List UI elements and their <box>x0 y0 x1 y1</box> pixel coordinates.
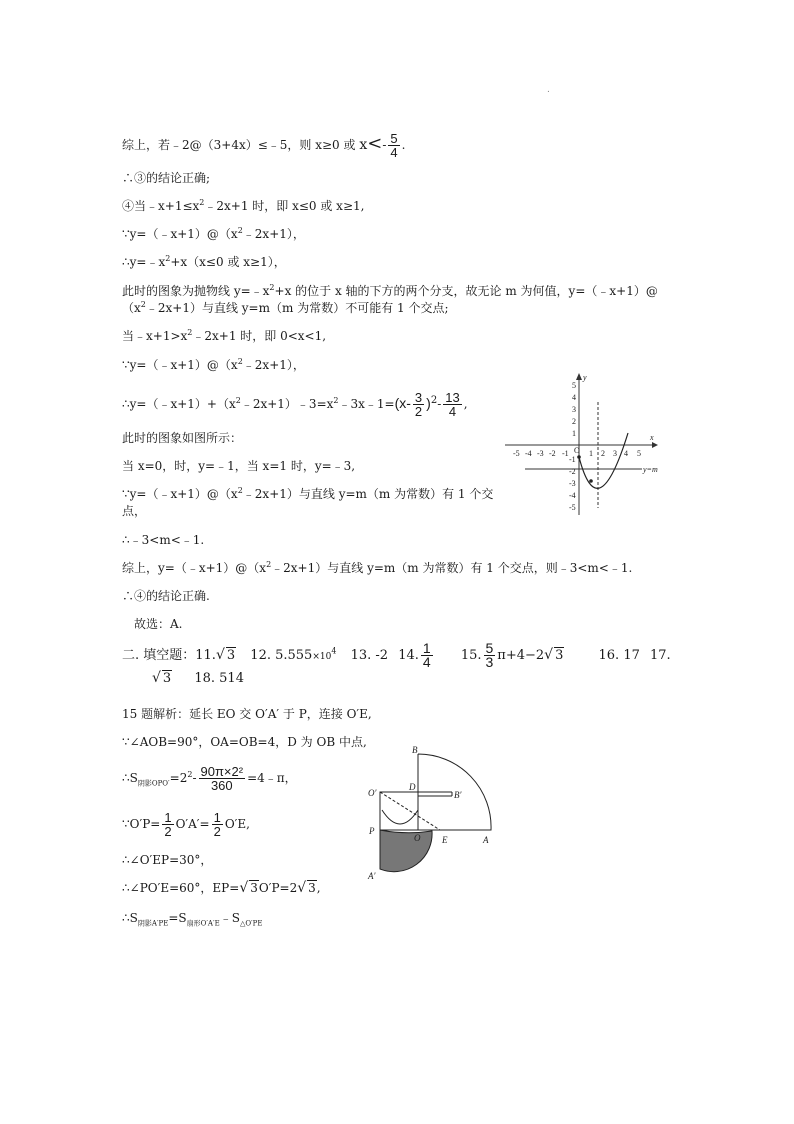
exponent: 2 <box>237 226 243 235</box>
text: 二. 填空题：11. <box>122 648 216 663</box>
endpoint-0 <box>577 455 581 459</box>
text: , <box>463 397 468 411</box>
parabola-curve <box>579 433 628 488</box>
line-q15-shade <box>122 910 262 926</box>
line-q15-area <box>122 764 297 792</box>
text: =2 <box>169 771 188 785</box>
text: 17. <box>650 648 671 663</box>
line-case-4 <box>122 198 364 214</box>
fraction <box>162 811 173 838</box>
fraction <box>388 132 399 159</box>
text: =4﹣π， <box>247 771 297 785</box>
text: < <box>367 133 383 154</box>
subscript: 阴影OPO′ <box>137 779 170 788</box>
parabola-graph <box>500 370 660 520</box>
line-graph-desc <box>122 283 658 299</box>
y-tick-label: 1 <box>572 429 576 438</box>
line-because-1 <box>122 226 305 242</box>
numerator: 3 <box>414 390 423 405</box>
text: 12. 5.555 <box>250 648 313 663</box>
exponent: 2 <box>237 486 243 495</box>
label-b-prime: B′ <box>454 790 462 800</box>
exponent: 2 <box>187 770 193 779</box>
endpoint-1 <box>589 479 593 483</box>
numerator: 90π×2² <box>200 764 244 779</box>
line-summary-4 <box>122 560 632 576</box>
label-d: D <box>409 782 416 792</box>
denominator: 4 <box>390 145 398 160</box>
sqrt-sign: √ <box>152 670 161 686</box>
x-axis-arrow <box>652 442 658 448</box>
y-tick-label: -1 <box>569 455 576 464</box>
exponent: 4 <box>331 646 337 656</box>
text: , <box>316 881 321 895</box>
denominator: 2 <box>414 404 423 419</box>
text: ∴∠PO′E=60°，EP= <box>122 881 240 895</box>
exponent: 2 <box>430 395 438 406</box>
y-tick-label: -4 <box>569 491 576 500</box>
y-axis-label: y <box>583 373 587 382</box>
y-tick-label: 3 <box>572 405 576 414</box>
y-tick-label: -5 <box>569 503 576 512</box>
text: 当﹣x+1>x <box>122 329 188 343</box>
shaded-region <box>380 830 432 872</box>
denominator: 360 <box>210 778 233 793</box>
line-fill-answers <box>122 640 671 672</box>
text: ∴y=（﹣x+1）+（x <box>122 397 236 411</box>
y-tick-label: 2 <box>572 417 576 426</box>
exponent: 2 <box>199 198 205 207</box>
sqrt-radicand: 3 <box>555 648 564 663</box>
label-a: A <box>483 835 489 845</box>
fraction <box>443 391 461 418</box>
denominator: 4 <box>448 404 457 419</box>
text: ×10 <box>312 652 332 662</box>
x-tick-label: -4 <box>525 449 532 458</box>
text: (x- <box>394 395 411 411</box>
text: +x 的位于 x 轴的下方的两个分支，故无论 m 为何值，y=（﹣x+1）@ <box>274 284 658 298</box>
origin-label: O <box>574 446 580 455</box>
line-q15-ep <box>122 880 321 896</box>
line-case-else <box>122 328 326 344</box>
text: 综上，若﹣2@（3+4x）≤﹣5，则 x≥0 或 <box>122 138 356 152</box>
fraction <box>484 642 496 669</box>
line-o-prime-e-dashed <box>380 792 440 830</box>
label-o: O <box>414 833 421 843</box>
exponent: 2 <box>187 328 193 337</box>
text: x <box>359 137 368 153</box>
text: ﹣2x+1 时，即 0<x<1, <box>192 329 327 343</box>
text: ﹣2x+1 时，即 x≤0 或 x≥1, <box>204 199 365 213</box>
denominator: 3 <box>485 654 494 670</box>
label-b: B <box>412 745 418 755</box>
sqrt-sign: √ <box>215 647 225 663</box>
sqrt-sign: √ <box>239 880 249 896</box>
numerator: 1 <box>213 810 221 825</box>
numerator: 1 <box>422 640 431 656</box>
text: - <box>192 771 197 785</box>
line-graph-shown: 此时的图象如图所示： <box>122 431 243 445</box>
sector-figure <box>360 740 510 885</box>
text: 16. 17 <box>598 648 640 663</box>
line-values: 当 x=0，时，y=﹣1，当 x=1 时，y=﹣3, <box>122 459 356 473</box>
denominator: 2 <box>213 824 221 839</box>
fraction <box>421 642 433 669</box>
line-summary-3 <box>122 132 405 159</box>
text: ) <box>426 395 431 411</box>
denominator: 2 <box>164 824 172 839</box>
line-graph-desc-2 <box>122 300 449 316</box>
text: O′A′= <box>175 817 210 831</box>
fraction <box>413 391 424 418</box>
text: ∵y=（﹣x+1）@（x <box>122 227 238 241</box>
y-axis-arrow <box>576 373 582 380</box>
y-tick-label: 5 <box>572 381 576 390</box>
exponent: 2 <box>165 254 171 263</box>
label-o-prime: O′ <box>368 788 377 798</box>
text: O′E, <box>224 817 250 831</box>
denominator: 4 <box>422 654 431 670</box>
sqrt-radicand: 3 <box>250 881 258 895</box>
arc-small <box>382 810 418 824</box>
x-tick-label: -1 <box>562 449 569 458</box>
exponent: 2 <box>266 560 272 569</box>
line-therefore-1 <box>122 254 286 270</box>
text: ﹣2x+1）与直线 y=m（m 为常数）不可能有 1 个交点; <box>145 301 449 315</box>
text: ∴S <box>122 911 138 925</box>
numerator: 5 <box>390 131 398 146</box>
text: =S <box>168 911 187 925</box>
exponent: 2 <box>333 396 339 405</box>
text: ﹣2x+1）与直线 y=m（m 为常数）有 1 个交点，则﹣3<m<﹣1. <box>271 561 633 575</box>
x-axis-label: x <box>650 433 654 442</box>
x-tick-label: -3 <box>537 449 544 458</box>
line-q15-half <box>122 810 250 838</box>
line-because-3b: 点， <box>122 504 147 518</box>
numerator: 1 <box>164 810 172 825</box>
text: ﹣2x+1）， <box>242 358 305 372</box>
text: ∵y=（﹣x+1）@（x <box>122 487 238 501</box>
line-label: y=m <box>643 465 658 474</box>
x-tick-label: -5 <box>513 449 520 458</box>
text: ∴S <box>122 771 138 785</box>
text: ④当﹣x+1≤x <box>122 199 200 213</box>
text: ∵y=（﹣x+1）@（x <box>122 358 238 372</box>
text: ∴y=﹣x <box>122 255 166 269</box>
text: 此时的图象为抛物线 y=﹣x <box>122 284 270 298</box>
line-because-3 <box>122 486 493 502</box>
text: ﹣3x﹣1= <box>338 397 395 411</box>
line-conclusion-3: ∴③的结论正确; <box>122 171 211 185</box>
text: ﹣2x+1）与直线 y=m（m 为常数）有 1 个交 <box>242 487 494 501</box>
y-tick-label: -2 <box>569 467 576 476</box>
x-tick-label: 5 <box>637 449 641 458</box>
text: . <box>401 138 406 152</box>
subscript: 扇形O′A′E <box>186 919 220 928</box>
numerator: 5 <box>485 640 494 656</box>
text: π+4−2 <box>497 648 545 663</box>
sqrt-radicand: 3 <box>162 671 172 686</box>
line-q15-solution: 15 题解析：延长 EO 交 O′A′ 于 P，连接 O′E, <box>122 707 372 721</box>
text: O′P=2 <box>258 881 298 895</box>
line-q15-angle: ∴∠O′EP=30°， <box>122 853 213 867</box>
subscript: 阴影A′PE <box>137 919 169 928</box>
text: 15. <box>460 648 482 663</box>
x-tick-label: -2 <box>549 449 556 458</box>
sqrt-radicand: 3 <box>308 881 316 895</box>
sqrt-sign: √ <box>544 647 554 663</box>
exponent: 2 <box>140 300 146 309</box>
x-tick-label: 1 <box>589 449 593 458</box>
line-conclusion-4: ∴④的结论正确. <box>122 589 210 603</box>
text: ∵O′P= <box>122 817 161 831</box>
fraction <box>199 765 246 792</box>
x-tick-label: 4 <box>624 449 628 458</box>
line-choice: 故选：A. <box>134 617 183 631</box>
sqrt-radicand: 3 <box>226 648 236 663</box>
text: ﹣2x+1）， <box>242 227 305 241</box>
text: 综上，y=（﹣x+1）@（x <box>122 561 267 575</box>
line-q15-given: ∵∠AOB=90°，OA=OB=4，D 为 OB 中点, <box>122 735 367 749</box>
text: ﹣2x+1）﹣3=x <box>240 397 334 411</box>
label-e: E <box>442 835 448 845</box>
text: 14. <box>398 648 419 663</box>
fraction <box>212 811 223 838</box>
exponent: 2 <box>269 283 275 292</box>
numerator: 13 <box>445 390 460 405</box>
line-range: ∴﹣3<m<﹣1. <box>122 533 205 547</box>
label-a-prime: A′ <box>368 871 376 881</box>
x-tick-label: 2 <box>601 449 605 458</box>
text: （x <box>122 301 141 315</box>
exponent: 2 <box>237 357 243 366</box>
label-p: P <box>369 826 375 836</box>
x-tick-label: 3 <box>613 449 617 458</box>
exponent: 2 <box>235 396 241 405</box>
sqrt-sign: √ <box>297 880 307 896</box>
text: 18. 514 <box>194 671 244 686</box>
line-therefore-2 <box>122 388 468 419</box>
page-mark: . <box>547 85 550 95</box>
subscript: △O′PE <box>239 919 263 928</box>
y-tick-label: 4 <box>572 393 576 402</box>
text: ﹣S <box>219 911 240 925</box>
text: - <box>382 138 387 152</box>
y-tick-label: -3 <box>569 479 576 488</box>
text: 13. -2 <box>350 648 389 663</box>
line-because-2 <box>122 357 305 373</box>
text: - <box>437 397 442 411</box>
text: +x（x≤0 或 x≥1）， <box>170 255 286 269</box>
line-fill-answers-2 <box>152 670 244 687</box>
